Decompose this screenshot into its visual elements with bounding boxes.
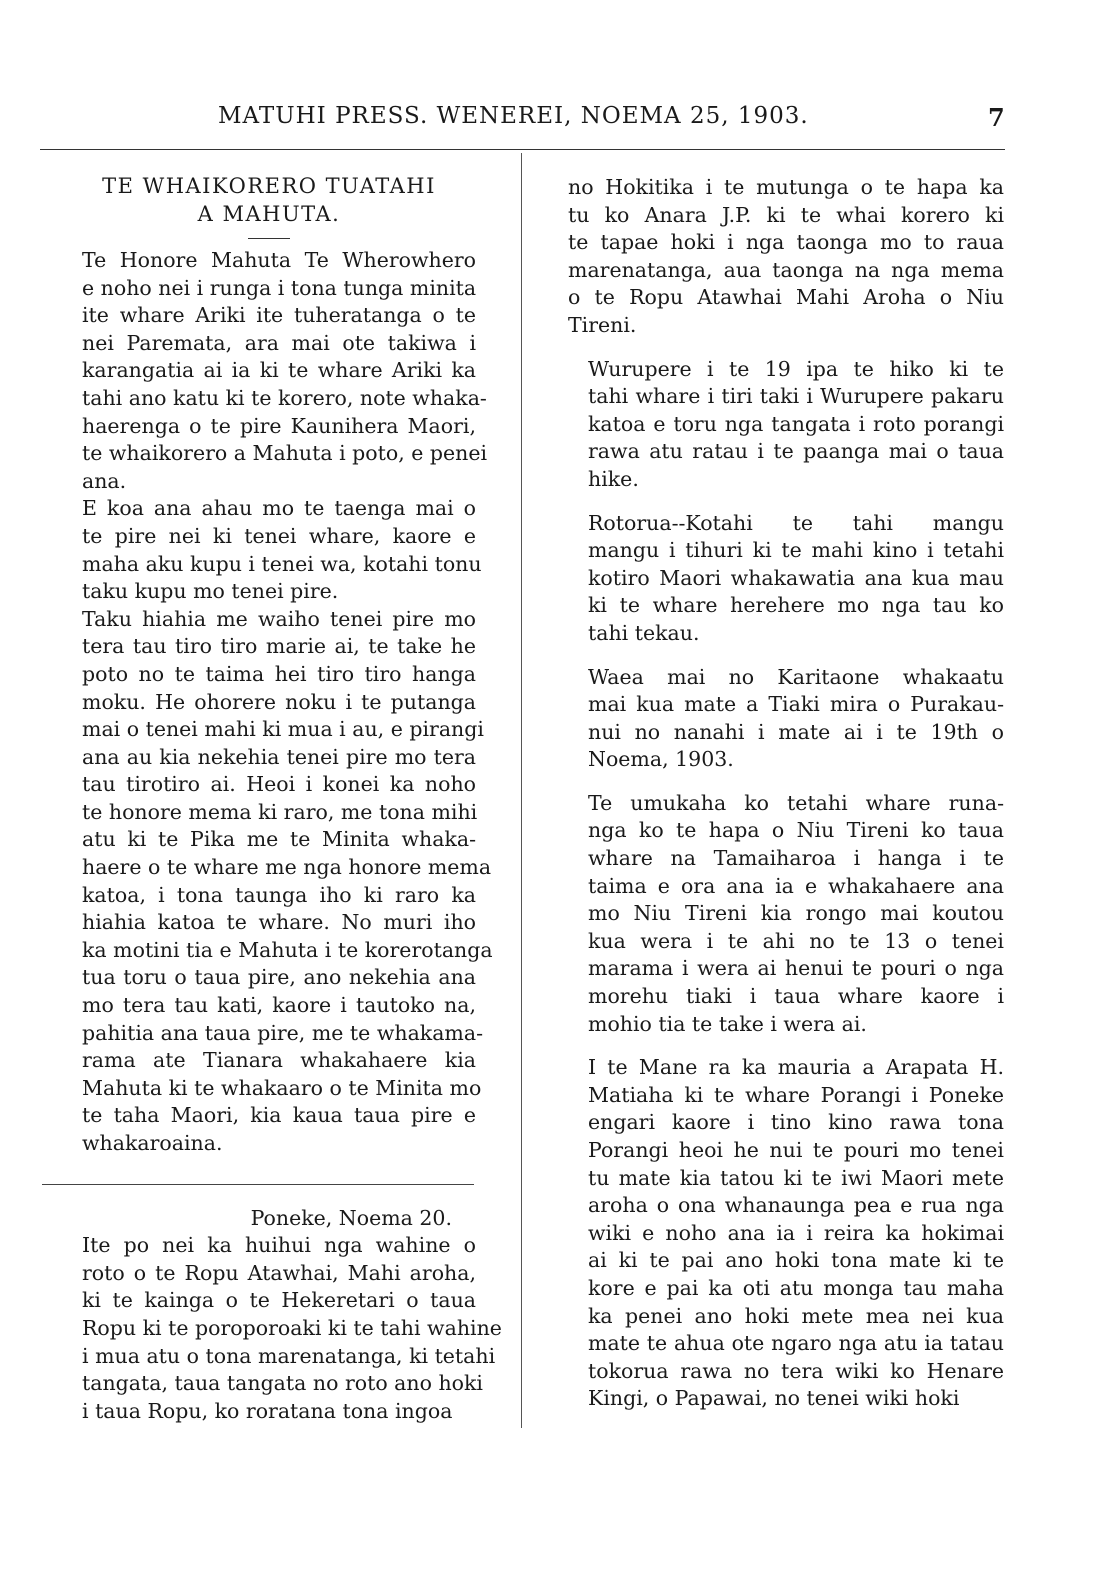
text-line: no Hokitika i te mutunga o te hapa ka: [568, 175, 1004, 199]
paragraph-gap: [568, 340, 1004, 356]
section-divider: [42, 1184, 474, 1185]
text-line: o te Ropu Atawhai Mahi Aroha o Niu: [568, 285, 1004, 310]
text-line: ka motini tia e Mahuta i te korerotanga: [82, 937, 493, 962]
left-paragraph-2: [62, 495, 482, 605]
text-line: Te Honore Mahuta Te Wherowhero: [82, 248, 476, 272]
text-line: katoa e toru nga tangata i roto porangi: [588, 411, 1004, 436]
text-line: rawa atu ratau i te paanga mai o taua: [588, 439, 1004, 464]
text-line: whare na Tamaiharoa i hanga i te: [588, 846, 1004, 871]
headline-divider: [248, 238, 290, 239]
column-divider: [521, 153, 522, 1428]
text-line: ki te whare herehere mo nga tau ko: [588, 593, 1004, 618]
text-line: ki te kainga o te Hekeretari o taua: [82, 1288, 476, 1313]
text-line: moku. He ohorere noku i te putanga: [82, 689, 476, 714]
dateline: Poneke, Noema 20.: [250, 1205, 452, 1230]
text-line: Noema, 1903.: [588, 747, 734, 772]
text-line: ana au kia nekehia tenei pire mo tera: [82, 744, 476, 769]
text-line: ka penei ano hoki mete mea nei kua: [588, 1303, 1004, 1328]
text-line: nei Paremata, ara mai ote takiwa i: [82, 330, 476, 355]
headline-line-2: A MAHUTA.: [197, 202, 341, 226]
paragraph-gap: [568, 1038, 1004, 1054]
text-line: karangatia ai ia ki te whare Ariki ka: [82, 358, 476, 383]
text-line: morehu tiaki i taua whare kaore i: [588, 984, 1004, 1009]
text-line: Te umukaha ko tetahi whare runa-: [588, 790, 1004, 815]
text-line: kua wera i te ahi no te 13 o tenei: [588, 928, 1004, 953]
right-paragraph-5: [568, 790, 1004, 1038]
text-line: Mahuta ki te whakaaro o te Minita mo: [82, 1075, 482, 1100]
text-line: haere o te whare me nga honore mema: [82, 855, 492, 880]
text-line: kotiro Maori whakawatia ana kua mau: [588, 565, 1004, 590]
text-line: aroha o ona whanaunga pea e rua nga: [588, 1193, 1004, 1218]
text-line: rama ate Tianara whakahaere kia: [82, 1048, 476, 1073]
left-paragraph-4: [62, 1232, 502, 1425]
text-line: tu ko Anara J.P. ki te whai korero ki: [568, 202, 1004, 227]
text-line: hiahia katoa te whare. No muri iho: [82, 910, 476, 935]
text-line: Matiaha ki te whare Porangi i Poneke: [588, 1082, 1004, 1107]
text-line: ai ki te pai ano hoki tona mate ki te: [588, 1248, 1004, 1273]
text-line: te tapae hoki i nga taonga mo to raua: [568, 230, 1004, 255]
right-column: [568, 174, 1004, 1413]
text-line: mangu i tihuri ki te mahi kino i tetahi: [588, 538, 1004, 563]
text-line: engari kaore i tino kino rawa tona: [588, 1110, 1004, 1135]
paragraph-gap: [568, 774, 1004, 790]
text-line: tangata, taua tangata no roto ano hoki: [82, 1371, 483, 1396]
text-line: te whaikorero a Mahuta i poto, e penei: [82, 441, 488, 466]
text-line: poto no te taima hei tiro tiro hanga: [82, 661, 476, 686]
text-line: taku kupu mo tenei pire.: [82, 579, 339, 604]
text-line: te honore mema ki raro, me tona mihi: [82, 799, 478, 824]
text-line: mate te ahua ote ngaro nga atu ia tatau: [588, 1331, 1004, 1356]
right-paragraph-1: [568, 174, 1004, 340]
page-number: 7: [988, 103, 1005, 132]
text-line: whakaroaina.: [82, 1131, 223, 1155]
text-line: e noho nei i runga i tona tunga minita: [82, 275, 477, 300]
text-line: Ite po nei ka huihui nga wahine o: [82, 1233, 476, 1258]
right-paragraph-2: [568, 356, 1004, 494]
text-line: Waea mai no Karitaone whakaatu: [588, 664, 1004, 689]
text-line: nga ko te hapa o Niu Tireni ko taua: [588, 818, 1004, 843]
text-line: i taua Ropu, ko roratana tona ingoa: [82, 1398, 453, 1423]
newspaper-title: MATUHI PRESS. WENEREI, NOEMA 25, 1903.: [218, 103, 809, 129]
right-paragraph-3: [568, 510, 1004, 648]
text-line: mo tera tau kati, kaore i tautoko na,: [82, 993, 476, 1018]
text-line: tua toru o taua pire, ano nekehia ana: [82, 965, 476, 990]
text-line: taima e ora ana ia e whakahaere ana: [588, 873, 1004, 898]
text-line: kore e pai ka oti atu monga tau maha: [588, 1275, 1004, 1300]
text-line: tera tau tiro tiro marie ai, te take he: [82, 634, 476, 659]
text-line: I te Mane ra ka mauria a Arapata H.: [588, 1055, 1004, 1080]
text-line: mohio tia te take i wera ai.: [588, 1011, 867, 1036]
left-paragraph-3: [62, 606, 493, 1158]
text-line: wiki e noho ana ia i reira ka hokimai: [588, 1220, 1004, 1245]
text-line: Taku hiahia me waiho tenei pire mo: [82, 606, 476, 631]
article-headline: [62, 172, 476, 228]
text-line: marenatanga, aua taonga na nga mema: [568, 257, 1004, 282]
paragraph-gap: [568, 494, 1004, 510]
text-line: tahi tekau.: [588, 620, 700, 645]
text-line: Rotorua--Kotahi te tahi mangu: [588, 510, 1004, 535]
text-line: i mua atu o tona marenatanga, ki tetahi: [82, 1343, 496, 1368]
text-line: tu mate kia tatou ki te iwi Maori mete: [588, 1165, 1004, 1190]
text-line: Kingi, o Papawai, no tenei wiki hoki: [588, 1386, 960, 1411]
header-divider: [40, 149, 1005, 150]
text-line: Porangi heoi he nui te pouri mo tenei: [588, 1138, 1004, 1162]
text-line: maha aku kupu i tenei wa, kotahi tonu: [82, 551, 482, 576]
text-line: katoa, i tona taunga iho ki raro ka: [82, 882, 476, 907]
text-line: E koa ana ahau mo te taenga mai o: [82, 496, 476, 521]
text-line: Tireni.: [568, 312, 637, 337]
text-line: mo Niu Tireni kia rongo mai koutou: [588, 901, 1004, 926]
page-header: [0, 103, 1114, 137]
text-line: tahi whare i tiri taki i Wurupere pakaru: [588, 384, 1004, 409]
text-line: mai o tenei mahi ki mua i au, e pirangi: [82, 717, 484, 742]
text-line: roto o te Ropu Atawhai, Mahi aroha,: [82, 1260, 476, 1285]
text-line: ite whare Ariki ite tuheratanga o te: [82, 303, 476, 328]
text-line: hike.: [588, 466, 639, 491]
right-paragraph-6: [568, 1054, 1004, 1413]
text-line: ana.: [82, 468, 127, 493]
left-column: [62, 168, 502, 1425]
text-line: marama i wera ai henui te pouri o nga: [588, 956, 1004, 981]
text-line: pahitia ana taua pire, me te whakama-: [82, 1020, 484, 1045]
text-line: te taha Maori, kia kaua taua pire e: [82, 1103, 476, 1128]
text-line: mai kua mate a Tiaki mira o Purakau-: [588, 692, 1004, 717]
text-line: atu ki te Pika me te Minita whaka-: [82, 827, 476, 852]
headline-line-1: TE WHAIKORERO TUATAHI: [102, 174, 436, 198]
text-line: te pire nei ki tenei whare, kaore e: [82, 523, 476, 548]
paragraph-gap: [568, 648, 1004, 664]
text-line: Wurupere i te 19 ipa te hiko ki te: [588, 356, 1004, 381]
text-line: tahi ano katu ki te korero, note whaka-: [82, 385, 487, 410]
text-line: haerenga o te pire Kaunihera Maori,: [82, 413, 476, 438]
text-line: Ropu ki te poroporoaki ki te tahi wahine: [82, 1315, 502, 1340]
right-paragraph-4: [568, 664, 1004, 774]
text-line: tokorua rawa no tera wiki ko Henare: [588, 1358, 1004, 1383]
text-line: nui no nanahi i mate ai i te 19th o: [588, 719, 1004, 744]
left-paragraph-1: [62, 247, 488, 495]
text-line: tau tirotiro ai. Heoi i konei ka noho: [82, 772, 476, 797]
